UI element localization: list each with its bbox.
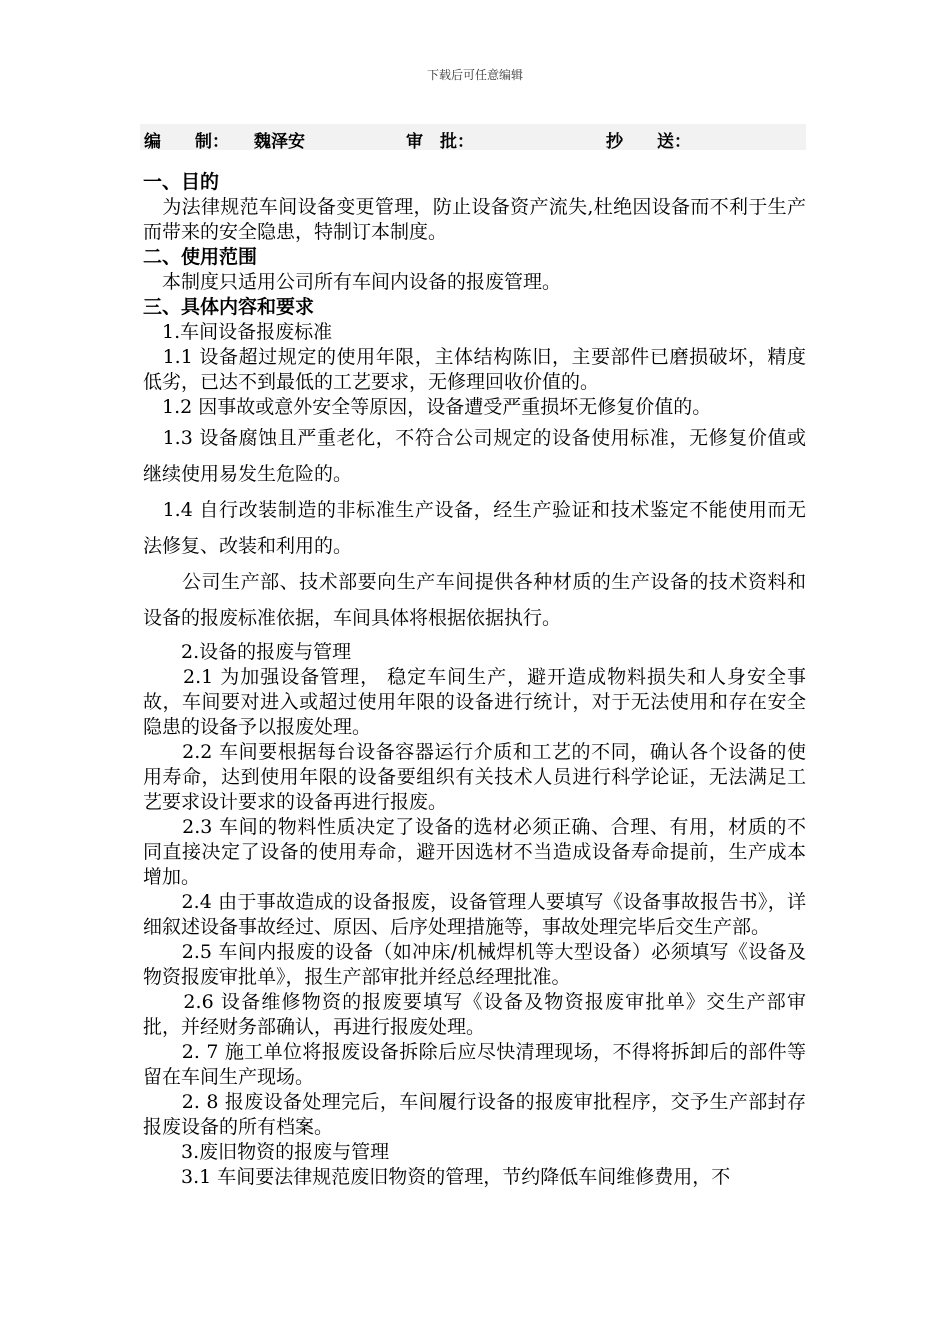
paragraph: 2.3 车间的物料性质决定了设备的选材必须正确、合理、有用，材质的不同直接决定了设备的使用寿命，避开因选材不当造成设备寿命提前，生产成本增加。 xyxy=(143,816,806,888)
paragraph: 1.1 设备超过规定的使用年限，主体结构陈旧，主要部件已磨损破坏，精度低劣，已达不到最低的工艺要求，无修理回收价值的。 xyxy=(143,346,806,393)
paragraph: 2.4 由于事故造成的设备报废，设备管理人要填写《设备事故报告书》，详细叙述设备事故经过、原因、后序处理措施等，事故处理完毕后交生产部。 xyxy=(143,891,806,938)
document-body xyxy=(143,170,806,1190)
subsection-heading: 3.废旧物资的报废与管理 xyxy=(143,1141,390,1163)
paragraph: 2. 7 施工单位将报废设备拆除后应尽快清理现场，不得将拆卸后的部件等留在车间生产现场。 xyxy=(143,1041,806,1088)
compiler-label: 编 制： xyxy=(144,132,229,152)
cc-label: 抄 送： xyxy=(606,132,691,152)
approver-label: 审 批： xyxy=(406,132,474,152)
paragraph: 为法律规范车间设备变更管理，防止设备资产流失,杜绝因设备而不利于生产而带来的安全隐患，特制订本制度。 xyxy=(143,196,806,243)
header-note: 下载后可任意编辑 xyxy=(426,68,523,82)
paragraph: 1.4 自行改装制造的非标准生产设备，经生产验证和技术鉴定不能使用而无法修复、改装和利用的。 xyxy=(143,499,806,557)
paragraph: 本制度只适用公司所有车间内设备的报废管理。 xyxy=(143,271,562,293)
paragraph: 1.2 因事故或意外安全等原因，设备遭受严重损坏无修复价值的。 xyxy=(143,396,712,418)
paragraph: 2.6 设备维修物资的报废要填写《设备及物资报废审批单》交生产部审批，并经财务部确认，再进行报废处理。 xyxy=(143,991,806,1038)
subsection-heading: 2.设备的报废与管理 xyxy=(143,641,352,663)
paragraph: 3.1 车间要法律规范废旧物资的管理，节约降低车间维修费用，不 xyxy=(143,1166,731,1188)
paragraph: 2.1 为加强设备管理， 稳定车间生产，避开造成物料损失和人身安全事故，车间要对进入或超过使用年限的设备进行统计，对于无法使用和存在安全隐患的设备予以报废处理。 xyxy=(143,666,806,738)
paragraph: 2. 8 报废设备处理完后，车间履行设备的报废审批程序，交予生产部封存报废设备的所有档案。 xyxy=(143,1091,806,1138)
section-heading: 一、目的 xyxy=(143,171,220,193)
meta-row xyxy=(140,124,806,150)
paragraph: 1.3 设备腐蚀且严重老化，不符合公司规定的设备使用标准，无修复价值或继续使用易发生危险的。 xyxy=(143,427,806,485)
subsection-heading: 1.车间设备报废标准 xyxy=(143,321,333,343)
section-heading: 二、使用范围 xyxy=(143,246,258,268)
paragraph: 公司生产部、技术部要向生产车间提供各种材质的生产设备的技术资料和设备的报废标准依据，车间具体将根据依据执行。 xyxy=(143,571,806,629)
paragraph: 2.5 车间内报废的设备（如冲床/机械焊机等大型设备）必须填写《设备及物资报废审批单》，报生产部审批并经总经理批准。 xyxy=(143,941,806,988)
section-heading: 三、具体内容和要求 xyxy=(143,296,315,318)
compiler-name: 魏泽安 xyxy=(254,132,305,152)
paragraph: 2.2 车间要根据每台设备容器运行介质和工艺的不同，确认各个设备的使用寿命，达到使用年限的设备要组织有关技术人员进行科学论证，无法满足工艺要求设计要求的设备再进行报废。 xyxy=(143,741,806,813)
